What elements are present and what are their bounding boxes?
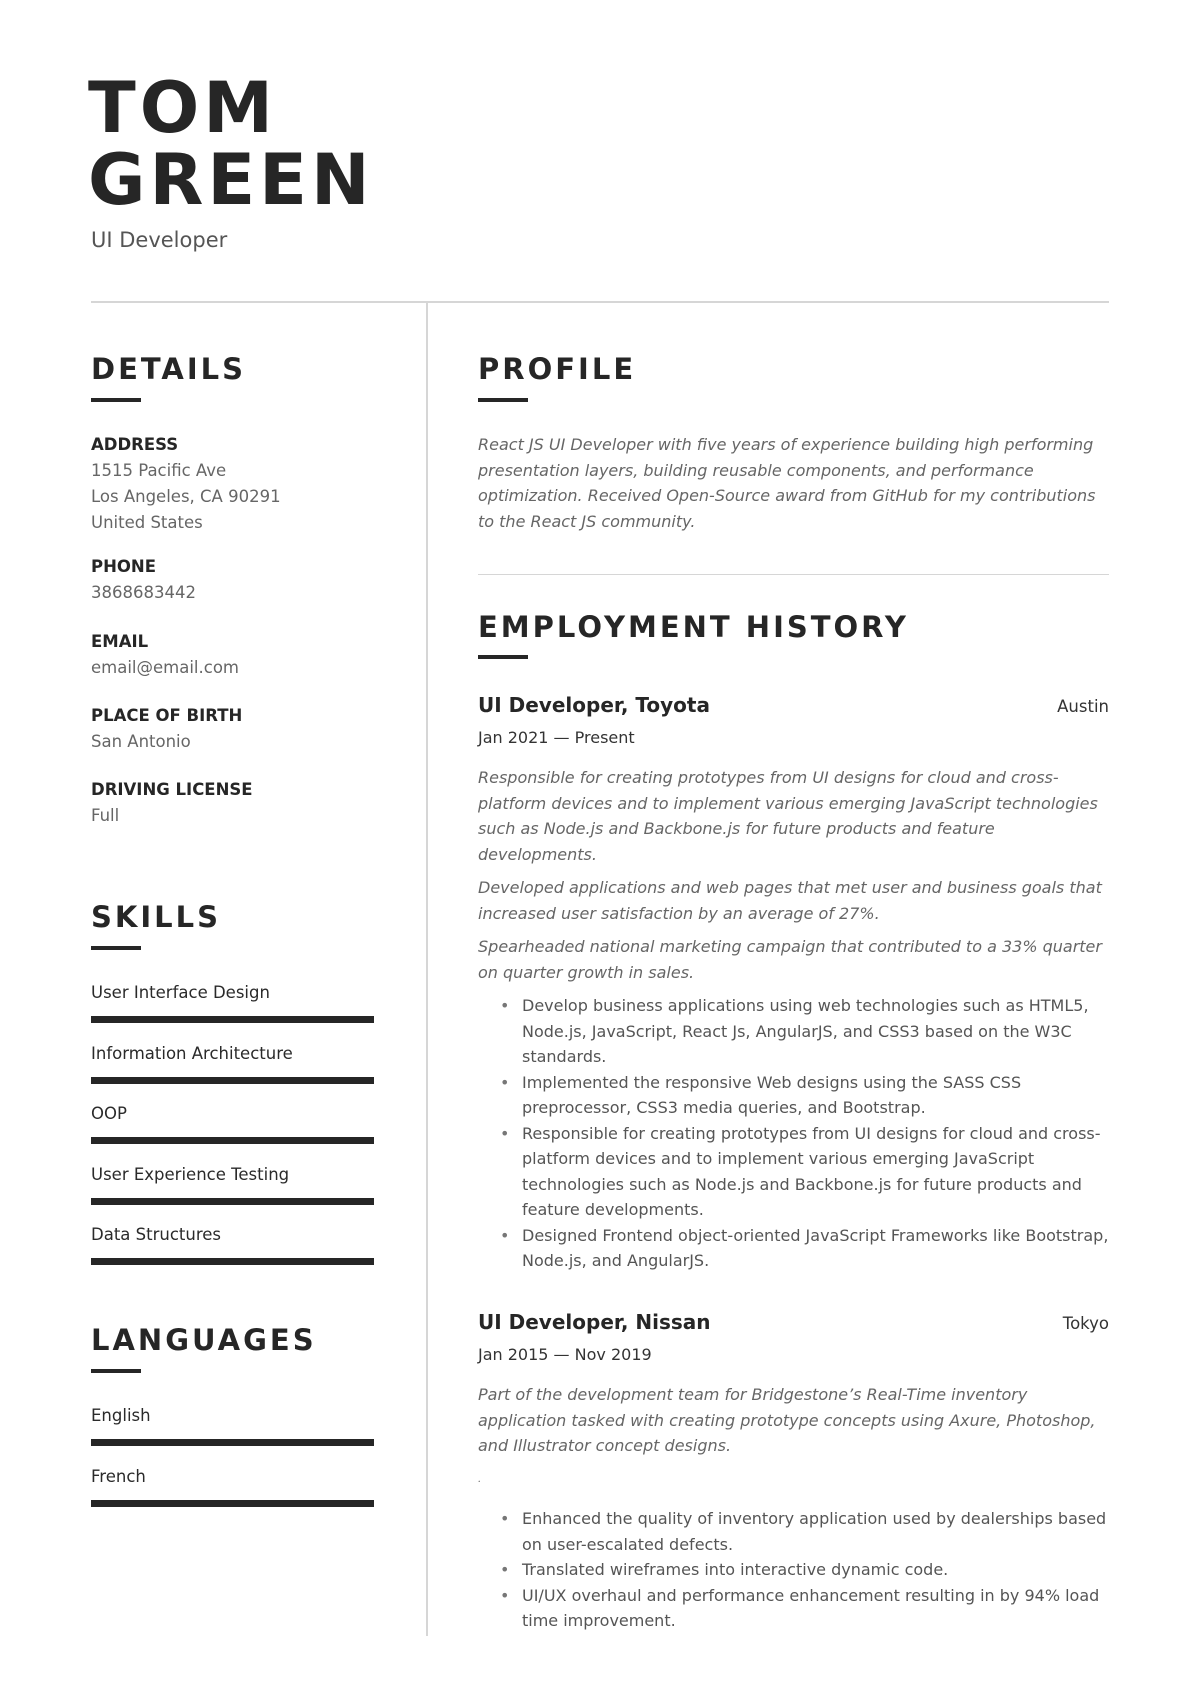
- bullet-text: Responsible for creating prototypes from UI designs for cloud and cross-platform devices and to implement various emerging JavaScript technologies such as Node.js and Backbone.js for future products and feature developments.: [522, 1123, 1101, 1219]
- skills-list: [91, 982, 374, 1285]
- bullet-item: [500, 1121, 1110, 1223]
- email-value: email@email.com: [91, 658, 239, 677]
- skill-item: [91, 1043, 374, 1104]
- job-paragraph: .: [478, 1473, 482, 1485]
- language-name: French: [91, 1466, 146, 1486]
- bullet-icon: •: [500, 1585, 510, 1605]
- email-label: EMAIL: [91, 632, 149, 651]
- job-paragraph: Part of the development team for Bridgestone’s Real-Time inventory application tasked with creating prototype concepts using Axure, Photoshop, and Illustrator concept designs.: [478, 1385, 1096, 1455]
- skill-item: [91, 1164, 374, 1225]
- language-item: [91, 1405, 374, 1466]
- details-heading: DETAILS: [91, 352, 247, 386]
- pob-value: San Antonio: [91, 732, 191, 751]
- bullet-item: [500, 1506, 1110, 1557]
- address-line: United States: [91, 513, 203, 532]
- bullet-text: UI/UX overhaul and performance enhancement resulting in by 94% load time improvement.: [522, 1585, 1100, 1630]
- pob-label: PLACE OF BIRTH: [91, 706, 243, 725]
- bullet-text: Implemented the responsive Web designs using the SASS CSS preprocessor, CSS3 media queries, and Bootstrap.: [522, 1072, 1022, 1117]
- languages-heading: LANGUAGES: [91, 1323, 317, 1357]
- job-city: Austin: [1057, 697, 1109, 716]
- license-value: Full: [91, 806, 120, 825]
- bullet-text: Develop business applications using web technologies such as HTML5, Node.js, JavaScript, React Js, AngularJS, and CSS3 based on the W3C standards.: [522, 996, 1089, 1066]
- job-description: [478, 1382, 1110, 1634]
- bullet-item: [500, 1583, 1110, 1634]
- language-bar: [91, 1500, 374, 1507]
- skills-heading: SKILLS: [91, 900, 221, 934]
- heading-underline: [478, 655, 528, 659]
- skill-item: [91, 982, 374, 1043]
- bullet-item: [500, 1223, 1110, 1274]
- job-title-toyota: UI Developer, Toyota: [478, 693, 710, 717]
- phone-value: 3868683442: [91, 583, 196, 602]
- heading-underline: [478, 398, 528, 402]
- job-bullets: [500, 993, 1110, 1274]
- address-line: 1515 Pacific Ave: [91, 461, 227, 480]
- job-title: UI Developer: [91, 228, 228, 252]
- bullet-icon: •: [500, 1509, 510, 1528]
- job-paragraph: Responsible for creating prototypes from UI designs for cloud and cross-platform devices and to implement various emerging JavaScript technologies such as Node.js and Backbone.js for future products and feature developments.: [478, 768, 1098, 864]
- skill-bar: [91, 1198, 374, 1205]
- bullet-icon: •: [500, 1123, 510, 1143]
- bullet-text: Translated wireframes into interactive dynamic code.: [522, 1560, 949, 1579]
- bullet-text: Designed Frontend object-oriented JavaScript Frameworks like Bootstrap, Node.js, and AngularJS.: [522, 1225, 1109, 1270]
- skill-name: OOP: [91, 1104, 127, 1124]
- bullet-icon: •: [500, 996, 510, 1015]
- language-name: English: [91, 1406, 151, 1425]
- skill-bar: [91, 1258, 374, 1265]
- bullet-item: [500, 1070, 1110, 1121]
- employment-heading: EMPLOYMENT HISTORY: [478, 610, 909, 644]
- column-divider: [426, 302, 428, 1636]
- details-section: [91, 432, 281, 829]
- profile-divider: [478, 574, 1109, 575]
- job-paragraph: Spearheaded national marketing campaign that contributed to a 33% quarter on quarter growth in sales.: [478, 937, 1102, 982]
- skill-bar: [91, 1016, 374, 1023]
- license-label: DRIVING LICENSE: [91, 780, 253, 799]
- header-divider: [91, 301, 1109, 303]
- bullet-text: Enhanced the quality of inventory application used by dealerships based on user-escalated defects.: [522, 1509, 1107, 1554]
- skill-name: User Interface Design: [91, 983, 270, 1002]
- languages-list: [91, 1405, 374, 1526]
- address-line: Los Angeles, CA 90291: [91, 487, 281, 506]
- language-item: [91, 1466, 374, 1527]
- bullet-item: [500, 1557, 1110, 1583]
- job-paragraph: Developed applications and web pages that met user and business goals that increased user satisfaction by an average of 27%.: [478, 878, 1102, 923]
- skill-bar: [91, 1137, 374, 1144]
- profile-heading: PROFILE: [478, 352, 637, 386]
- heading-underline: [91, 398, 141, 402]
- job-title-nissan: UI Developer, Nissan: [478, 1310, 711, 1334]
- skill-name: User Experience Testing: [91, 1164, 290, 1184]
- candidate-name: TOM GREEN: [88, 67, 374, 221]
- bullet-icon: •: [500, 1560, 510, 1579]
- bullet-icon: •: [500, 1072, 510, 1092]
- skill-item: [91, 1224, 374, 1285]
- skill-bar: [91, 1077, 374, 1084]
- bullet-item: [500, 993, 1110, 1070]
- heading-underline: [91, 1369, 141, 1373]
- job-dates: Jan 2021 — Present: [478, 728, 635, 747]
- skill-name: Information Architecture: [91, 1043, 293, 1063]
- phone-label: PHONE: [91, 557, 157, 576]
- job-city: Tokyo: [1062, 1314, 1109, 1333]
- job-dates: Jan 2015 — Nov 2019: [478, 1345, 652, 1364]
- profile-text: React JS UI Developer with five years of experience building high performing presentation layers, building reusable components, and performance optimization. Received Open-Source award from GitHub for my contributions to the React JS community.: [478, 435, 1096, 531]
- job-bullets: [500, 1506, 1110, 1634]
- bullet-icon: •: [500, 1225, 510, 1245]
- skill-name: Data Structures: [91, 1225, 221, 1245]
- address-label: ADDRESS: [91, 435, 179, 454]
- heading-underline: [91, 946, 141, 950]
- job-description: [478, 765, 1110, 1274]
- language-bar: [91, 1439, 374, 1446]
- skill-item: [91, 1103, 374, 1164]
